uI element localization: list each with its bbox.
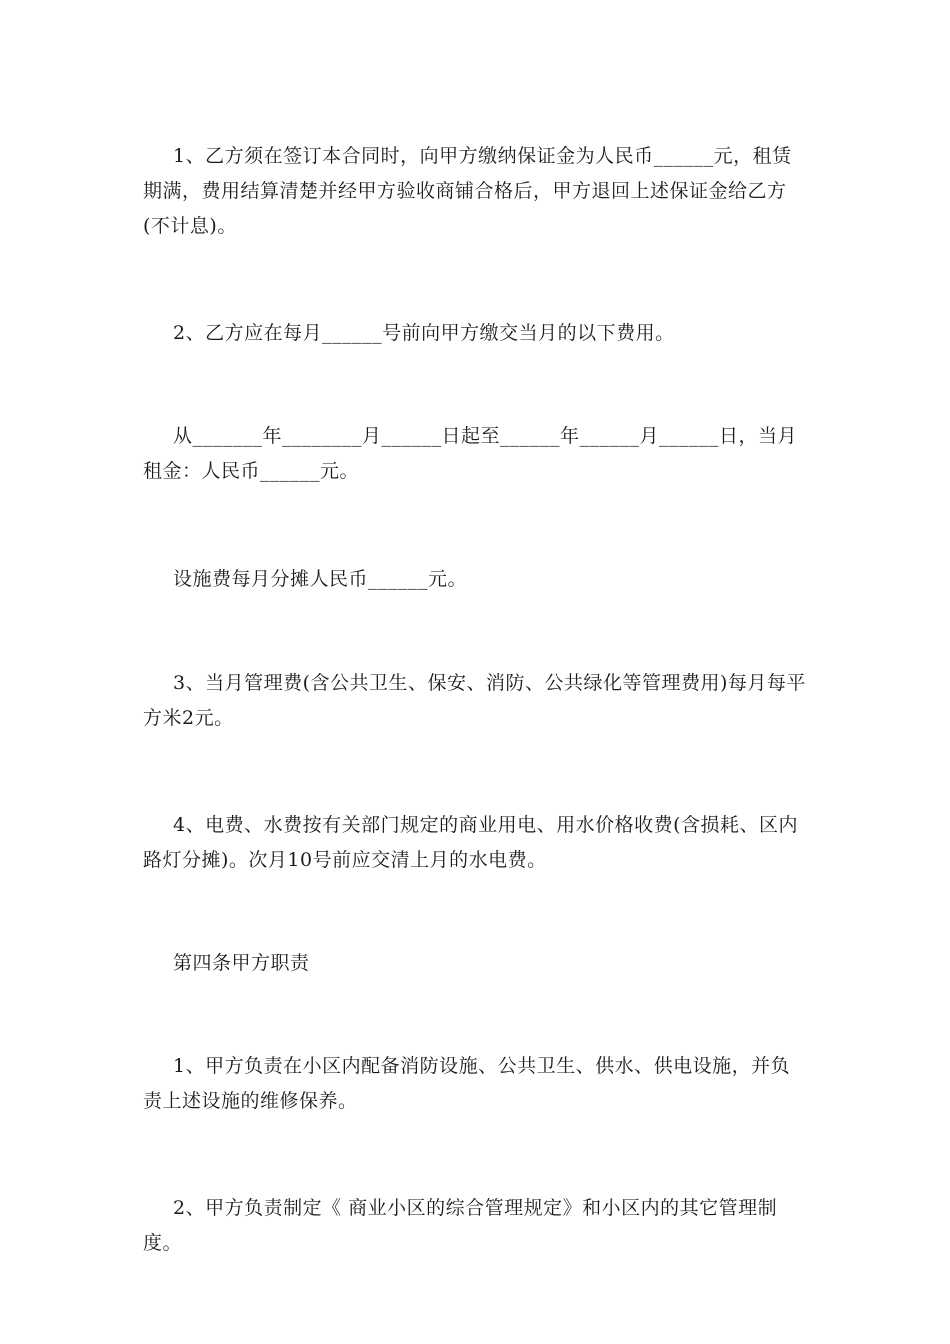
clause-utilities: 4、电费、水费按有关部门规定的商业用电、用水价格收费(含损耗、区内路灯分摊)。次月10号前应交清上月的水电费。 — [143, 814, 799, 871]
clause-rent-period: 从_______年________月______日起至______年______月______日，当月租金：人民币______元。 — [143, 425, 798, 482]
clause-management-fee: 3、当月管理费(含公共卫生、保安、消防、公共绿化等管理费用)每月每平方米2元。 — [143, 672, 806, 729]
clause-deposit: 1、乙方须在签订本合同时，向甲方缴纳保证金为人民币______元，租赁期满，费用结算清楚并经甲方验收商铺合格后，甲方退回上述保证金给乙方(不计息)。 — [143, 145, 792, 237]
clause-monthly-payment: 2、乙方应在每月______号前向甲方缴交当月的以下费用。 — [173, 322, 675, 344]
section-heading-party-a-duties: 第四条甲方职责 — [173, 952, 310, 974]
clause-facility-fee: 设施费每月分摊人民币______元。 — [173, 568, 468, 590]
clause-facilities-maintenance: 1、甲方负责在小区内配备消防设施、公共卫生、供水、供电设施，并负责上述设施的维修保养。 — [143, 1055, 791, 1112]
clause-management-rules: 2、甲方负责制定《 商业小区的综合管理规定》和小区内的其它管理制度。 — [143, 1197, 778, 1254]
